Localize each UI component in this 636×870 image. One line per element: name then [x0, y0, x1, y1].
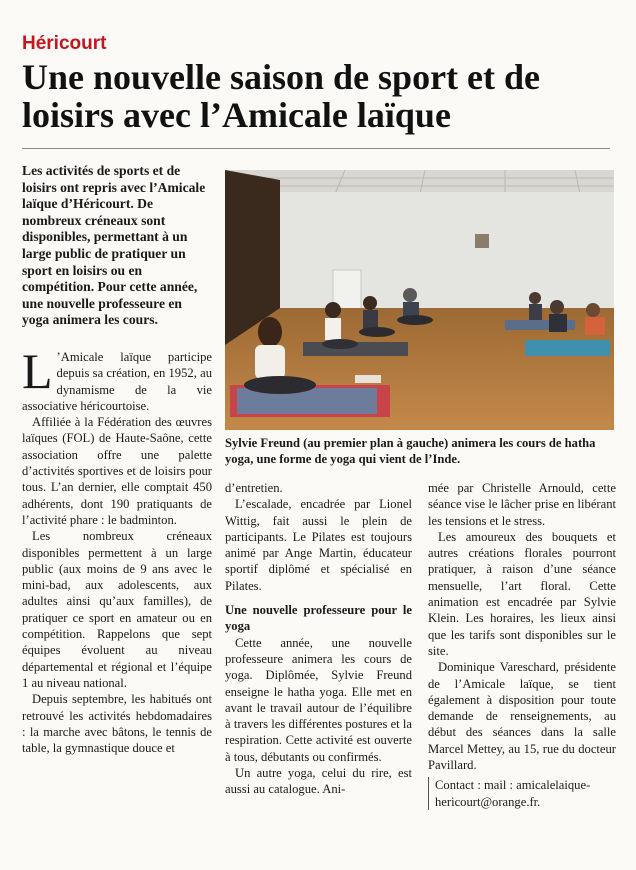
body-column-2 — [225, 480, 412, 798]
contact-info: Contact : mail : amicalelaique-hericourt@orange.fr. — [428, 777, 616, 810]
paragraph: Cette année, une nouvelle professeure animera les cours de yoga. Diplômée, Sylvie Freund enseigne le hatha yoga. Elle met en avant le travail autour de l’équilibre à travers les différentes postures et la respiration. Cette activité est ouverte à tous, débutants ou confirmés. — [225, 635, 412, 764]
adjacent-article-edge — [624, 0, 636, 870]
paragraph-intro-text: ’Amicale laïque participe depuis sa création, en 1952, au dynamisme de la vie associative héricourtoise. — [22, 350, 212, 413]
body-column-1 — [22, 343, 212, 756]
article-headline: Une nouvelle saison de sport et de loisirs avec l’Amicale laïque — [22, 57, 541, 135]
paragraph: Depuis septembre, les habitués ont retrouvé les activités hebdomadaires : la marche avec bâtons, le tennis de table, la gymnastique douce et — [22, 692, 212, 756]
paragraph: Un autre yoga, celui du rire, est aussi au catalogue. Ani- — [225, 766, 412, 797]
section-kicker: Héricourt — [22, 33, 107, 54]
paragraph: mée par Christelle Arnould, cette séance vise le lâcher prise en libérant les tensions et le stress. — [428, 481, 616, 528]
paragraph: Les amoureux des bouquets et autres créations florales pourront pratiquer, à raison d’une séance mensuelle, l’art floral. Cette animation est encadrée par Sylvie Klein. Les horaires, les lieux ainsi que les tarifs sont disponibles sur le site. — [428, 529, 616, 658]
wall-picture — [475, 234, 489, 248]
paragraph: Les nombreux créneaux disponibles permettent à un large public (aux moins de 9 ans avec le mini-bad, aux adolescents, aux adultes ainsi qu’aux familles), de pratiquer ce sport en amateur ou en compétition. Rappelons que sept équipes évoluent au niveau départemental et régional et l’équipe 1 au niveau national. — [22, 529, 212, 690]
drop-cap: L — [22, 343, 53, 399]
photo-caption: Sylvie Freund (au premier plan à gauche) animera les cours de hatha yoga, une forme de yoga qui vient de l’Inde. — [225, 436, 596, 467]
section-subheading: Une nouvelle professeure pour le yoga — [225, 603, 412, 634]
ceiling — [225, 170, 614, 194]
paragraph-intro — [22, 343, 212, 414]
headline-rule — [22, 148, 610, 149]
participant-figure — [529, 292, 542, 320]
paragraph: Affiliée à la Fédération des œuvres laïques (FOL) de Haute-Saône, cette association offre une palette d’activités sportives et de loisirs pour tous. L’an dernier, elle comptait 450 adhérents, dont 190 pratiquants de l’activité phare : le badminton. — [22, 415, 212, 527]
yoga-mat — [525, 340, 610, 356]
paragraph: d’entretien. — [225, 481, 283, 495]
yoga-class-photo — [225, 170, 614, 430]
paragraph: Dominique Vareschard, présidente de l’Amicale laïque, se tient également à disposition pour toute demande de renseignements, au début des séances dans la salle Marcel Mettey, au 15, rue du docteur Pavillard. — [428, 660, 616, 773]
article-lead: Les activités de sports et de loisirs ont repris avec l’Amicale laïque d’Héricourt. De nombreux créneaux sont disponibles, permettant à un large public de pratiquer un sport en loisirs ou en compétition. Pour cette année, une nouvelle professeure en yoga animera les cours. — [22, 163, 206, 328]
body-column-3 — [428, 480, 616, 810]
article-photo — [225, 170, 614, 430]
paragraph: L’escalade, encadrée par Lionel Wittig, fait aussi le plein de participants. Le Pilates est toujours animé par Ange Martin, éducateur sportif diplômé et spécialisé en Pilates. — [225, 497, 412, 593]
back-wall — [280, 192, 614, 310]
cushion — [355, 375, 381, 383]
